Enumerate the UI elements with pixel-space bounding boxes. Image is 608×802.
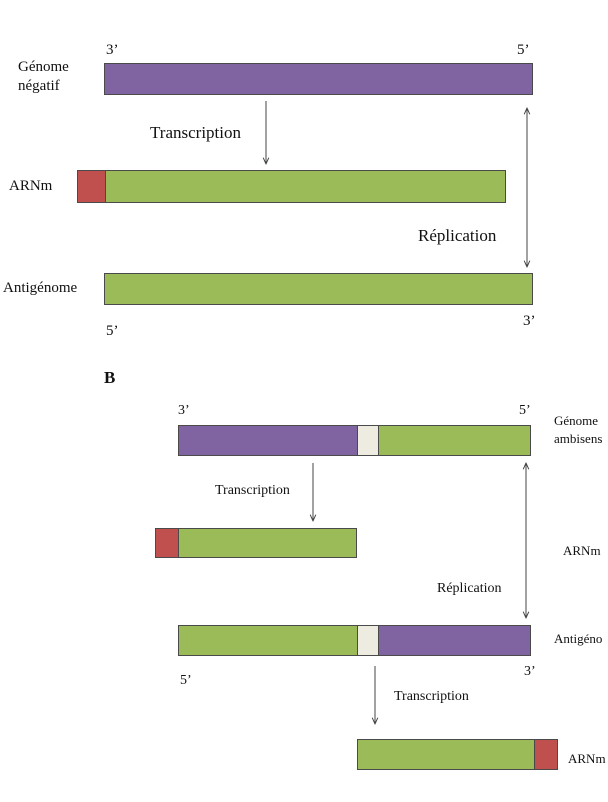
b-replication-label: Réplication <box>437 581 502 596</box>
b-mrna-label-2: ARNm <box>568 751 606 766</box>
b-genome-3prime-label: 3’ <box>178 403 190 418</box>
a-transcription-label: Transcription <box>150 123 241 142</box>
a-mrna-label: ARNm <box>9 178 53 194</box>
a-antigenome-5prime-label: 5’ <box>106 323 119 339</box>
a-genome-5prime-label: 5’ <box>517 42 530 58</box>
a-antigenome-label: Antigénome <box>3 280 78 296</box>
a-antigenome-3prime-label: 3’ <box>523 313 536 329</box>
b-antigenome-label: Antigéno <box>554 631 603 646</box>
b-panel-heading: B <box>104 368 116 387</box>
a-genome-3prime-label: 3’ <box>106 42 119 58</box>
b-mrna-label-1: ARNm <box>563 543 601 558</box>
b-transcription-label-1: Transcription <box>215 483 290 498</box>
a-replication-label: Réplication <box>418 226 497 245</box>
a-genome-label-line2: négatif <box>18 78 60 94</box>
b-transcription-label-2: Transcription <box>394 689 469 704</box>
b-genome-label-line2: ambisens <box>554 431 603 446</box>
b-antigenome-5prime-label: 5’ <box>180 673 192 688</box>
b-genome-label-line1: Génome <box>554 413 599 428</box>
b-genome-5prime-label: 5’ <box>519 403 531 418</box>
b-antigenome-3prime-label: 3’ <box>524 664 536 679</box>
a-genome-label-line1: Génome <box>18 59 69 75</box>
